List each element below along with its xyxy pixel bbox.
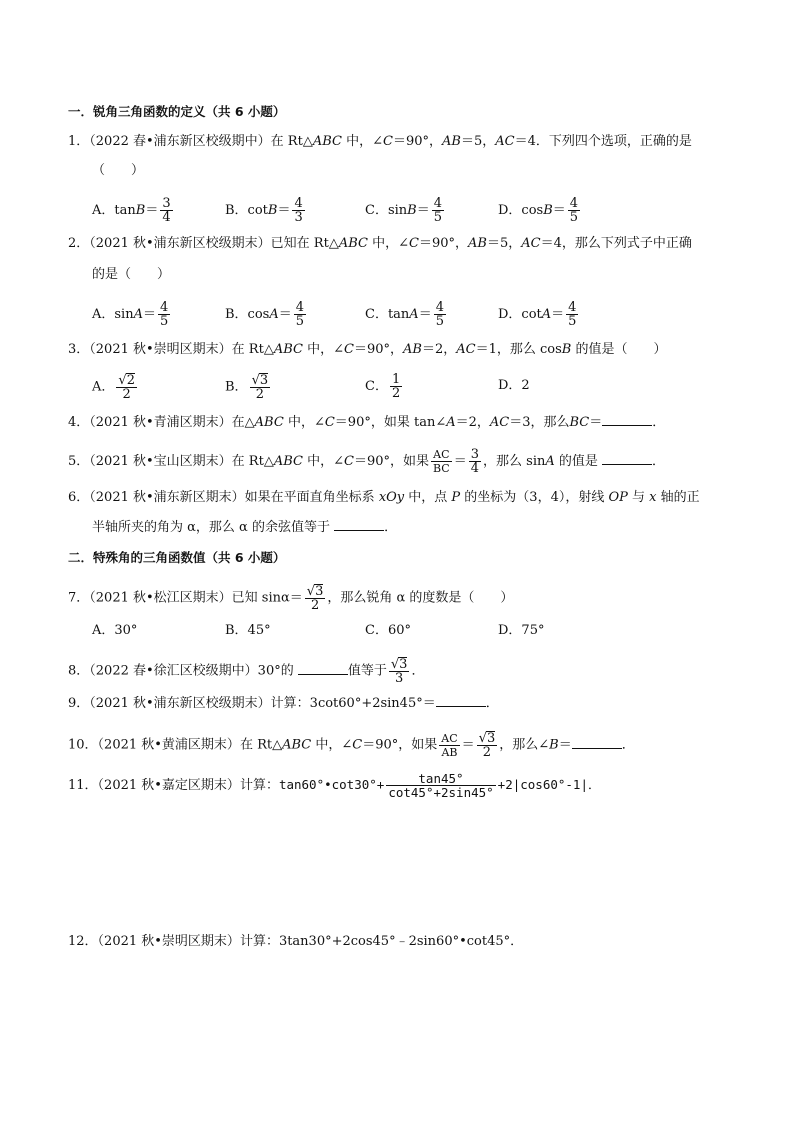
question-1 <box>68 133 692 151</box>
denominator: 2 <box>310 598 320 613</box>
question-text: ，那么∠ <box>499 737 550 753</box>
question-source: （2021 秋•嘉定区期末） <box>97 778 240 793</box>
equals: ＝ <box>461 737 475 753</box>
question-text: 在 Rt△ <box>270 134 313 149</box>
question-text: 值等于 <box>347 663 387 679</box>
question-text: 半轴所夹的角为 α，那么 α 的余弦值等于 <box>92 520 335 535</box>
option-label: C．tan <box>365 307 410 322</box>
question-text: ＝5， <box>460 134 496 149</box>
question-source: （2021 秋•崇明区期末） <box>97 934 240 949</box>
question-number: 6． <box>68 490 90 505</box>
option-var: A <box>269 307 279 322</box>
option-label: A．tan <box>92 203 136 218</box>
denominator: 5 <box>160 314 169 329</box>
question-number: 7． <box>68 590 90 606</box>
option-a[interactable]: A．30° <box>92 623 138 638</box>
numerator: AC <box>441 731 458 745</box>
question-source: （2022 春•徐汇区校级期中） <box>89 663 258 679</box>
option-label: C．sin <box>365 203 408 218</box>
section-title-definition: 一．锐角三角函数的定义（共 6 小题） <box>68 104 286 119</box>
question-11 <box>68 772 600 799</box>
var-c: C <box>344 454 354 469</box>
denominator: 5 <box>568 314 577 329</box>
option-eq: ＝ <box>278 307 292 322</box>
option-var: B <box>267 203 278 218</box>
question-text: 与 <box>627 490 650 505</box>
option-b[interactable] <box>225 373 272 401</box>
expression: +2|cos60°-1|． <box>497 777 601 792</box>
option-c[interactable] <box>365 373 404 400</box>
option-d[interactable]: D．2 <box>498 378 530 393</box>
var-abc: ABC <box>273 454 303 469</box>
var-ac: AC <box>495 134 515 149</box>
option-eq: ＝ <box>142 307 156 322</box>
fraction <box>386 772 495 799</box>
numerator: √3 <box>478 731 496 746</box>
equals: ＝ <box>453 454 467 469</box>
answer-blank[interactable] <box>298 663 348 675</box>
var-b: B <box>561 342 572 357</box>
question-number: 9． <box>68 696 90 711</box>
answer-blank[interactable] <box>602 453 652 465</box>
question-text: ＝90°， <box>392 134 442 149</box>
option-label: D．cot <box>498 307 542 322</box>
question-9 <box>68 695 499 713</box>
denominator: 2 <box>255 387 264 402</box>
var-ac: AC <box>521 236 541 251</box>
var-c: C <box>352 737 363 753</box>
option-eq: ＝ <box>145 203 159 218</box>
question-text: ＝ <box>589 415 603 430</box>
question-text: 已知 sinα＝ <box>231 590 303 606</box>
denominator: 2 <box>122 387 131 402</box>
var-ac: AC <box>456 342 476 357</box>
question-end: ． <box>652 454 666 469</box>
fraction <box>568 197 580 224</box>
question-number: 1． <box>68 134 90 149</box>
question-text: ＝90°，如果 <box>353 454 429 469</box>
option-label: A．sin <box>92 307 134 322</box>
var-bc: BC <box>569 415 590 430</box>
question-text: 30°的 <box>257 663 298 679</box>
numerator: √3 <box>306 584 324 599</box>
question-text: 在 Rt△ <box>231 454 274 469</box>
question-source: （2021 秋•松江区期末） <box>89 590 232 606</box>
expression: tan60°•cot30°+ <box>278 777 385 792</box>
question-end: ． <box>485 696 499 711</box>
var-ab: AB <box>442 134 461 149</box>
denominator: 5 <box>435 314 444 329</box>
option-c[interactable] <box>365 301 448 328</box>
denominator: 2 <box>391 386 401 401</box>
question-text: 中，∠ <box>367 236 409 251</box>
question-text: ＝90°，如果 <box>362 737 438 753</box>
option-a[interactable] <box>92 197 175 224</box>
question-text: 计算：3tan30°+2cos45°﹣2sin60°•cot45°． <box>239 934 524 949</box>
numerator: 3 <box>470 447 480 462</box>
option-c[interactable] <box>365 197 446 224</box>
question-5 <box>68 448 665 475</box>
answer-blank[interactable] <box>334 519 384 531</box>
question-3 <box>68 341 666 359</box>
question-6-line2 <box>92 519 397 537</box>
question-text: 在 Rt△ <box>239 737 283 753</box>
question-number: 11． <box>68 778 98 793</box>
numerator: 4 <box>160 300 169 315</box>
question-end: ． <box>384 520 398 535</box>
question-end: ． <box>652 415 666 430</box>
question-12 <box>68 933 523 951</box>
fraction <box>434 301 446 328</box>
var-p: P <box>451 490 461 505</box>
var-ac: AC <box>489 415 510 430</box>
question-source: （2021 秋•崇明区期末） <box>89 342 232 357</box>
question-source: （2021 秋•浦东新区校级期末） <box>89 696 271 711</box>
option-a[interactable] <box>92 373 139 401</box>
var-c: C <box>383 134 393 149</box>
numerator: 4 <box>295 300 305 315</box>
fraction <box>566 301 578 328</box>
question-source: （2021 秋•宝山区期末） <box>89 454 232 469</box>
question-text: 计算： <box>239 778 279 793</box>
answer-blank[interactable] <box>572 737 622 749</box>
question-6 <box>68 489 700 507</box>
option-var: B <box>135 203 146 218</box>
question-text: 中，∠ <box>302 454 344 469</box>
option-var: B <box>543 203 553 218</box>
denominator: 5 <box>569 210 579 225</box>
fraction <box>432 197 444 224</box>
numerator: 4 <box>294 196 303 211</box>
numerator: 4 <box>433 196 443 211</box>
var-ab: AB <box>403 342 422 357</box>
option-label: B．cot <box>225 203 268 218</box>
var-a: A <box>446 415 456 430</box>
var-abc: ABC <box>338 236 368 251</box>
question-text: ＝1，那么 cos <box>475 342 562 357</box>
fraction <box>389 657 410 685</box>
denominator: 2 <box>482 745 492 760</box>
radicand: 3 <box>315 584 324 599</box>
var-abc: ABC <box>312 134 342 149</box>
var-b: B <box>549 737 559 753</box>
option-var: A <box>541 307 552 322</box>
var-abc: ABC <box>273 342 303 357</box>
var-c: C <box>409 236 419 251</box>
numerator: 4 <box>569 196 579 211</box>
question-end: ． <box>411 663 425 679</box>
option-b[interactable] <box>225 197 307 224</box>
radicand: 3 <box>399 657 408 672</box>
question-text: ＝ <box>558 737 572 753</box>
denominator: 3 <box>395 671 404 686</box>
fraction <box>439 732 459 759</box>
question-text: 的坐标为（3，4），射线 <box>460 490 609 505</box>
question-source: （2021 秋•黄浦区期末） <box>97 737 240 753</box>
option-label: D．cos <box>498 203 544 218</box>
option-b[interactable] <box>225 301 308 328</box>
option-d[interactable] <box>498 197 582 224</box>
answer-blank[interactable] <box>436 695 486 707</box>
var-abc: ABC <box>254 415 284 430</box>
fraction <box>469 448 481 475</box>
radicand: 2 <box>126 373 135 388</box>
numerator: √3 <box>390 657 408 672</box>
question-text: 在△ <box>231 415 255 430</box>
denominator: 4 <box>162 210 171 225</box>
option-label: A． <box>92 379 115 395</box>
section-title-special-angles: 二．特殊角的三角函数值（共 6 小题） <box>68 550 286 565</box>
fraction <box>390 373 402 400</box>
question-source: （2022 春•浦东新区校级期中） <box>89 134 271 149</box>
option-var: A <box>409 307 419 322</box>
denominator: 4 <box>470 461 480 476</box>
question-number: 2． <box>68 236 90 251</box>
denominator: 3 <box>294 210 303 225</box>
fraction <box>116 373 137 401</box>
fraction <box>250 373 271 401</box>
numerator: AC <box>431 448 452 462</box>
var-c: C <box>344 342 354 357</box>
question-2 <box>68 235 692 253</box>
fraction <box>160 197 172 224</box>
question-7 <box>68 584 513 612</box>
numerator: tan45° <box>386 772 495 786</box>
option-var: B <box>407 203 417 218</box>
answer-paren: （ ） <box>92 163 145 178</box>
question-8 <box>68 657 424 685</box>
denominator: 5 <box>295 314 305 329</box>
option-eq: ＝ <box>416 203 430 218</box>
question-number: 4． <box>68 415 90 430</box>
numerator: √3 <box>251 373 269 388</box>
question-source: （2021 秋•青浦区期末） <box>89 415 232 430</box>
denominator: BC <box>433 462 450 475</box>
question-end: ． <box>621 737 635 753</box>
denominator: cot45°+2sin45° <box>388 785 494 800</box>
var-abc: ABC <box>282 737 312 753</box>
option-a[interactable] <box>92 301 172 328</box>
question-text: 在 Rt△ <box>231 342 274 357</box>
var-ab: AB <box>468 236 487 251</box>
option-d[interactable] <box>498 301 580 328</box>
question-text: ＝4．下列四个选项，正确的是 <box>514 134 692 149</box>
numerator: 4 <box>435 300 444 315</box>
question-text: 计算：3cot60°+2sin45°＝ <box>270 696 436 711</box>
question-text: ，那么锐角 α 的度数是（ ） <box>327 590 514 606</box>
numerator: 1 <box>391 372 401 387</box>
numerator: √2 <box>118 373 135 388</box>
question-text: ＝4，那么下列式子中正确 <box>540 236 692 251</box>
option-label: B．cos <box>225 307 270 322</box>
var-a: A <box>545 454 555 469</box>
radicand: 3 <box>486 731 496 746</box>
question-source: （2021 秋•浦东新区期末） <box>89 490 245 505</box>
option-eq: ＝ <box>551 307 565 322</box>
denominator: 5 <box>433 210 443 225</box>
denominator: AB <box>441 745 458 759</box>
question-text: 的值是 <box>554 454 603 469</box>
question-text: ＝90°， <box>353 342 403 357</box>
answer-blank[interactable] <box>602 414 652 426</box>
question-text: 中，∠ <box>302 342 344 357</box>
question-text: 中，∠ <box>341 134 383 149</box>
question-text: 轴的正 <box>656 490 700 505</box>
question-text: 如果在平面直角坐标系 <box>244 490 379 505</box>
numerator: 3 <box>162 196 171 211</box>
fraction <box>158 301 170 328</box>
var-xoy: xOy <box>378 490 405 505</box>
question-text: 中，∠ <box>311 737 353 753</box>
var-op: OP <box>608 490 628 505</box>
fraction <box>294 301 306 328</box>
fraction <box>477 731 498 759</box>
fraction <box>305 584 326 612</box>
fraction <box>431 448 452 475</box>
option-b[interactable]: B．45° <box>225 623 271 638</box>
question-text: ＝2， <box>421 342 457 357</box>
question-text: ＝5， <box>486 236 522 251</box>
var-x: x <box>649 490 657 505</box>
question-number: 3． <box>68 342 90 357</box>
option-d[interactable]: D．75° <box>498 623 545 638</box>
question-2-line2: 的是（ ） <box>92 267 171 282</box>
question-text: ，那么 sin <box>483 454 546 469</box>
question-text: ＝90°， <box>418 236 468 251</box>
question-4 <box>68 414 665 432</box>
question-number: 12． <box>68 934 98 949</box>
var-c: C <box>324 415 335 430</box>
question-text: 的值是（ ） <box>571 342 667 357</box>
radicand: 3 <box>259 373 269 388</box>
option-c[interactable]: C．60° <box>365 623 411 638</box>
option-var: A <box>133 307 143 322</box>
fraction <box>292 197 304 224</box>
numerator: 4 <box>568 300 577 315</box>
option-eq: ＝ <box>277 203 291 218</box>
question-text: ＝90°，如果 tan∠ <box>334 415 447 430</box>
question-text: 中，点 <box>404 490 452 505</box>
question-text: 已知在 Rt△ <box>270 236 339 251</box>
question-text: ＝2， <box>455 415 490 430</box>
question-text: 中，∠ <box>283 415 325 430</box>
option-eq: ＝ <box>552 203 566 218</box>
question-number: 5． <box>68 454 90 469</box>
option-eq: ＝ <box>418 307 432 322</box>
question-number: 8． <box>68 663 90 679</box>
option-label: C． <box>365 379 388 394</box>
question-number: 10． <box>68 737 98 753</box>
question-text: ＝3，那么 <box>509 415 570 430</box>
question-source: （2021 秋•浦东新区校级期末） <box>89 236 271 251</box>
option-label: B． <box>225 379 248 395</box>
question-10 <box>68 731 635 759</box>
